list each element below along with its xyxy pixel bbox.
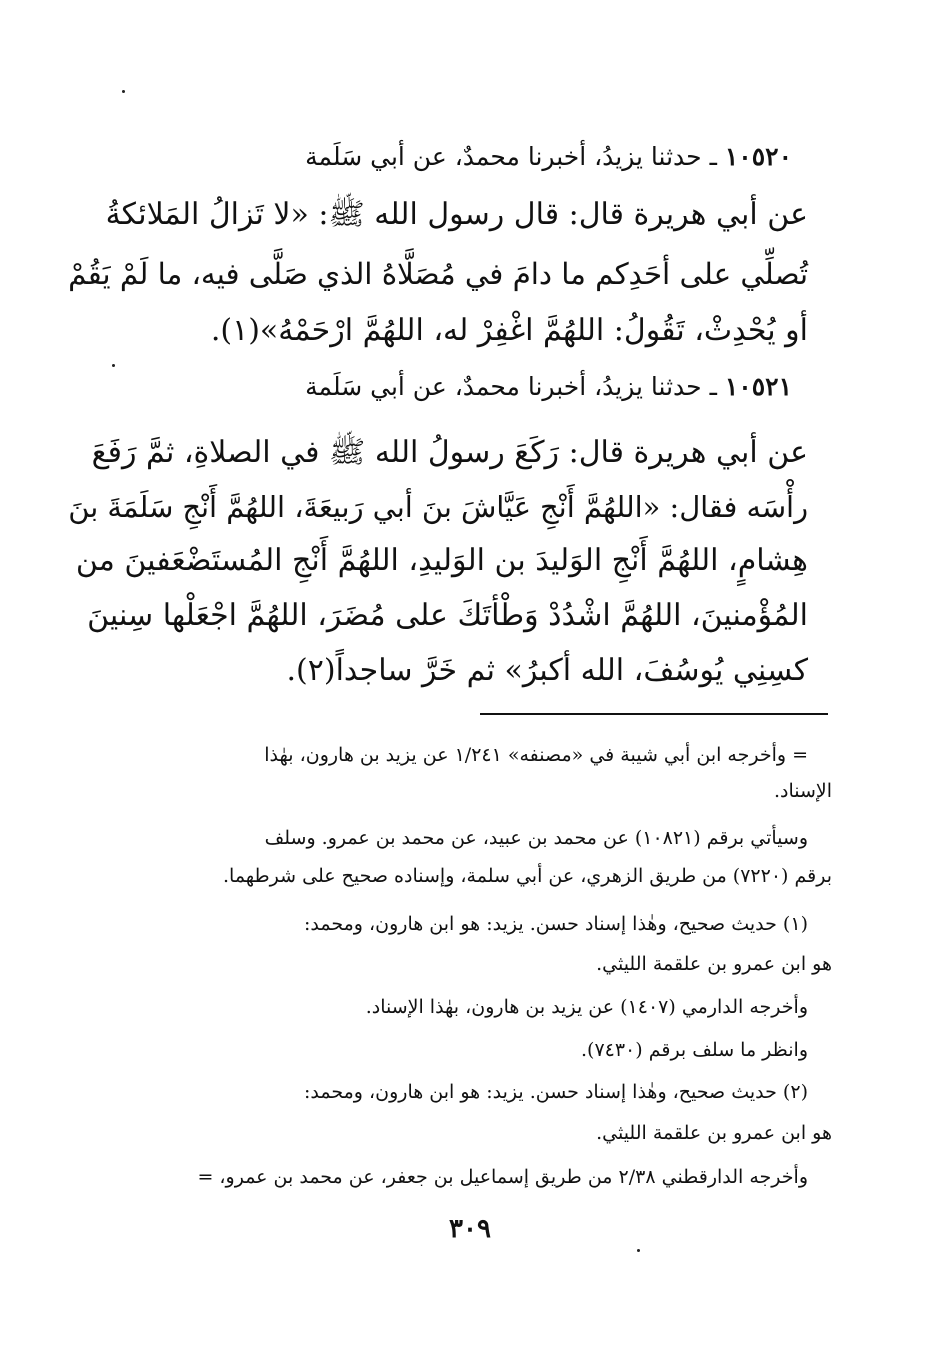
hadith-number: ١٠٥٢١ <box>724 372 792 401</box>
hadith-heading <box>305 372 792 401</box>
hadith-text-line: عن أبي هريرة قال: قال رسول الله ﷺ: «لا تَزالُ المَلائكةُ <box>105 197 808 232</box>
page-number: ٣٠٩ <box>449 1214 491 1244</box>
footnote-line: (٢) حديث صحيح، وهٰذا إسناد حسن. يزيد: هو ابن هارون، ومحمد: <box>304 1081 808 1103</box>
hadith-text-line: تُصلِّي على أحَدِكم ما دامَ في مُصَلَّاهُ الذي صَلَّى فيه، ما لَمْ يَقُمْ <box>68 257 808 291</box>
scan-speck <box>122 90 125 93</box>
footnote-line: وأخرجه الدارقطني ٢/٣٨ من طريق إسماعيل بن جعفر، عن محمد بن عمرو، = <box>197 1166 808 1188</box>
hadith-isnad: ـ حدثنا يزيدُ، أخبرنا محمدٌ، عن أبي سَلَمة <box>305 142 717 171</box>
hadith-isnad: ـ حدثنا يزيدُ، أخبرنا محمدٌ، عن أبي سَلَمة <box>305 372 717 401</box>
footnote-line: وانظر ما سلف برقم (٧٤٣٠). <box>580 1039 808 1061</box>
hadith-text-line: أو يُحْدِثْ، تَقُولُ: اللهُمَّ اغْفِرْ له، اللهُمَّ ارْحَمْهُ»(١). <box>210 313 808 348</box>
hadith-text-line: رأْسَه فقال: «اللهُمَّ أَنْجِ عَيَّاشَ بنَ أبي رَبيعَةَ، اللهُمَّ أَنْجِ سَلَمَةَ بنَ <box>68 490 808 524</box>
footnote-line: = وأخرجه ابن أبي شيبة في «مصنفه» ١/٢٤١ عن يزيد بن هارون، بهٰذا <box>264 744 808 766</box>
footnote-line: هو ابن عمرو بن علقمة الليثي. <box>596 1122 832 1144</box>
hadith-text-line: كسِنِي يُوسُفَ، الله أكبرُ» ثم خَرَّ ساجداً(٢). <box>286 653 808 688</box>
footnote-line: هو ابن عمرو بن علقمة الليثي. <box>596 953 832 975</box>
footnote-line: برقم (٧٢٢٠) من طريق الزهري، عن أبي سلمة، وإسناده صحيح على شرطهما. <box>222 865 832 887</box>
hadith-text-line: عن أبي هريرة قال: رَكَعَ رسولُ الله ﷺ في الصلاةِ، ثمَّ رَفَعَ <box>91 435 808 470</box>
footnote-line: وأخرجه الدارمي (١٤٠٧) عن يزيد بن هارون، بهٰذا الإسناد. <box>365 996 808 1018</box>
footnote-line: الإسناد. <box>773 780 832 802</box>
scan-speck <box>112 364 115 367</box>
footnote-line: (١) حديث صحيح، وهٰذا إسناد حسن. يزيد: هو ابن هارون، ومحمد: <box>304 913 808 935</box>
scan-speck <box>637 1249 640 1252</box>
hadith-number: ١٠٥٢٠ <box>724 142 792 171</box>
hadith-heading <box>305 142 792 171</box>
hadith-text-line: هِشامٍ، اللهُمَّ أَنْجِ الوَليدَ بن الوَليدِ، اللهُمَّ أَنْجِ المُستَضْعَفينَ من <box>75 543 808 578</box>
footnote-separator <box>480 713 828 715</box>
hadith-text-line: المُؤْمنينَ، اللهُمَّ اشْدُدْ وَطْأتَكَ على مُضَرَ، اللهُمَّ اجْعَلْها سِنينَ <box>87 598 808 633</box>
footnote-line: وسيأتي برقم (١٠٨٢١) عن محمد بن عبيد، عن محمد بن عمرو. وسلف <box>264 827 808 849</box>
